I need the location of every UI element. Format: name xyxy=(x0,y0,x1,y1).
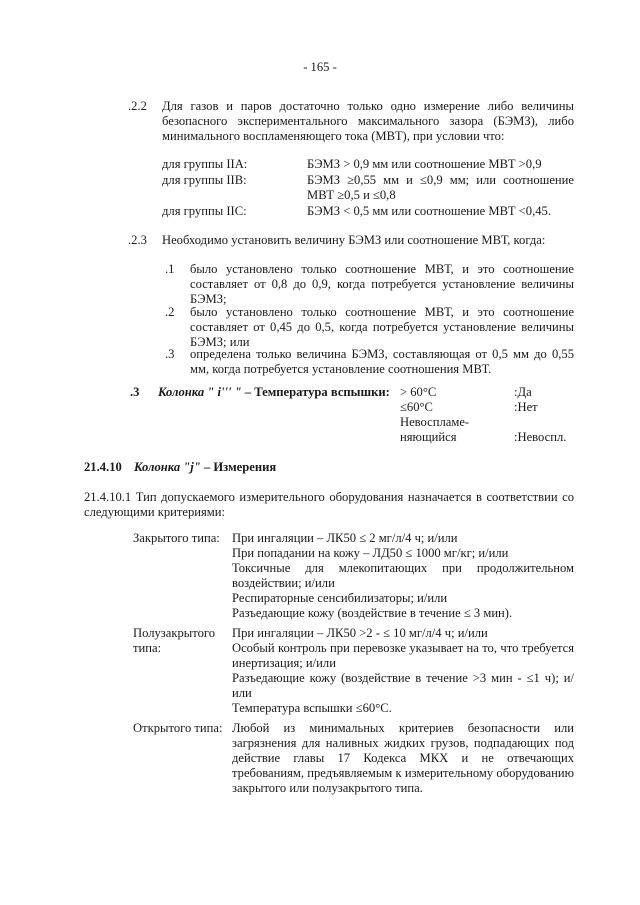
flashpoint-result-1: :Да xyxy=(514,385,532,399)
closed-type-label: Закрытого типа: xyxy=(133,531,220,545)
group-iib-value: БЭМЗ ≥0,55 мм и ≤0,9 мм; или соотношение МВТ ≥0,5 и ≤0,8 xyxy=(307,173,574,202)
open-type-label: Открытого типа: xyxy=(133,721,223,735)
flashpoint-result-4: :Невоспл. xyxy=(514,430,567,444)
closed-line-4: Респираторные сенсибилизаторы; и/или xyxy=(232,591,448,605)
group-iic-value: БЭМЗ < 0,5 мм или соотношение МВТ <0,45. xyxy=(307,204,551,218)
page-number: - 165 - xyxy=(303,60,337,74)
para-2-2-number: .2.2 xyxy=(128,99,147,113)
group-iia-label: для группы IIA: xyxy=(162,157,248,171)
closed-type-criteria xyxy=(232,531,574,621)
para-2-3-text: Необходимо установить величину БЭМЗ или соотношение МВТ, когда: xyxy=(162,233,546,247)
closed-line-3: Токсичные для млекопитающих при продолжительном воздействии; и/или xyxy=(232,561,574,590)
item-1-text: было установлено только соотношение МВТ, и это соотношение составляет от 0,8 до 0,9, когда потребуется установление величины БЭМЗ; xyxy=(190,262,574,306)
closed-line-5: Разъедающие кожу (воздействие в течение ≤ 3 мин). xyxy=(232,606,513,620)
item-2-number: .2 xyxy=(165,305,175,319)
section-21-4-10-title-italic: Колонка "j" xyxy=(134,460,201,474)
section-21-4-10-title-rest: – Измерения xyxy=(200,460,277,474)
semi-closed-line-2: Особый контроль при перевозке указывает на то, что требуется инертизация; и/или xyxy=(232,641,574,670)
flashpoint-result-2: :Нет xyxy=(514,400,538,414)
item-2-text: было установлено только соотношение МВТ, и это соотношение составляет от 0,45 до 0,5, когда потребуется установление величины БЭМЗ; или xyxy=(190,305,574,349)
para-3-title-italic: Колонка " i''' " xyxy=(158,385,242,399)
flashpoint-cond-4: няющийся xyxy=(400,430,457,444)
group-iib-label: для группы IIB: xyxy=(162,173,247,187)
semi-closed-type-label: Полузакрытого типа: xyxy=(133,626,216,655)
semi-closed-line-1: При ингаляции – ЛК50 >2 - ≤ 10 мг/л/4 ч; и/или xyxy=(232,626,488,640)
para-21-4-10-1-text: 21.4.10.1 Тип допускаемого измерительного оборудования назначается в соответствии со следующими критериями: xyxy=(84,490,574,519)
para-2-3-number: .2.3 xyxy=(128,233,147,247)
para-3-title-rest: – Температура вспышки: xyxy=(241,385,390,399)
para-2-2-text: Для газов и паров достаточно только одно измерение либо величины безопасного экспериментального максимального зазора (БЭМЗ), либо минимального воспламеняющего тока (МВТ), при условии что: xyxy=(162,99,574,143)
flashpoint-cond-2: ≤60°C xyxy=(400,400,433,414)
item-3-number: .3 xyxy=(165,347,175,361)
semi-closed-line-4: Температура вспышки ≤60°С. xyxy=(232,701,392,715)
group-iic-label: для группы IIC: xyxy=(162,204,247,218)
closed-line-1: При ингаляции – ЛК50 ≤ 2 мг/л/4 ч; и/или xyxy=(232,531,458,545)
para-3-number: .3 xyxy=(130,385,140,399)
section-21-4-10-title xyxy=(134,460,276,475)
section-21-4-10-number: 21.4.10 xyxy=(84,460,122,474)
group-iia-value: БЭМЗ > 0,9 мм или соотношение МВТ >0,9 xyxy=(307,157,542,171)
open-type-criteria: Любой из минимальных критериев безопасности или загрязнения для наливных жидких грузов, подпадающих под действие главы 17 Кодекса МКХ и не отвечающих требованиям, предъявляемым к измерительному оборудованию закрытого или полузакрытого типа. xyxy=(232,721,574,795)
flashpoint-cond-1: > 60°C xyxy=(400,385,437,399)
semi-closed-type-criteria xyxy=(232,626,574,716)
flashpoint-cond-3: Невоспламе- xyxy=(400,415,470,429)
closed-line-2: При попадании на кожу – ЛД50 ≤ 1000 мг/кг; и/или xyxy=(232,546,509,560)
para-3-title xyxy=(158,385,390,400)
item-1-number: .1 xyxy=(165,262,175,276)
semi-closed-line-3: Разъедающие кожу (воздействие в течение >3 мин - ≤1 ч); и/или xyxy=(232,671,574,700)
item-3-text: определена только величина БЭМЗ, составляющая от 0,5 мм до 0,55 мм, когда потребуется установление соотношения МВТ. xyxy=(190,347,574,376)
